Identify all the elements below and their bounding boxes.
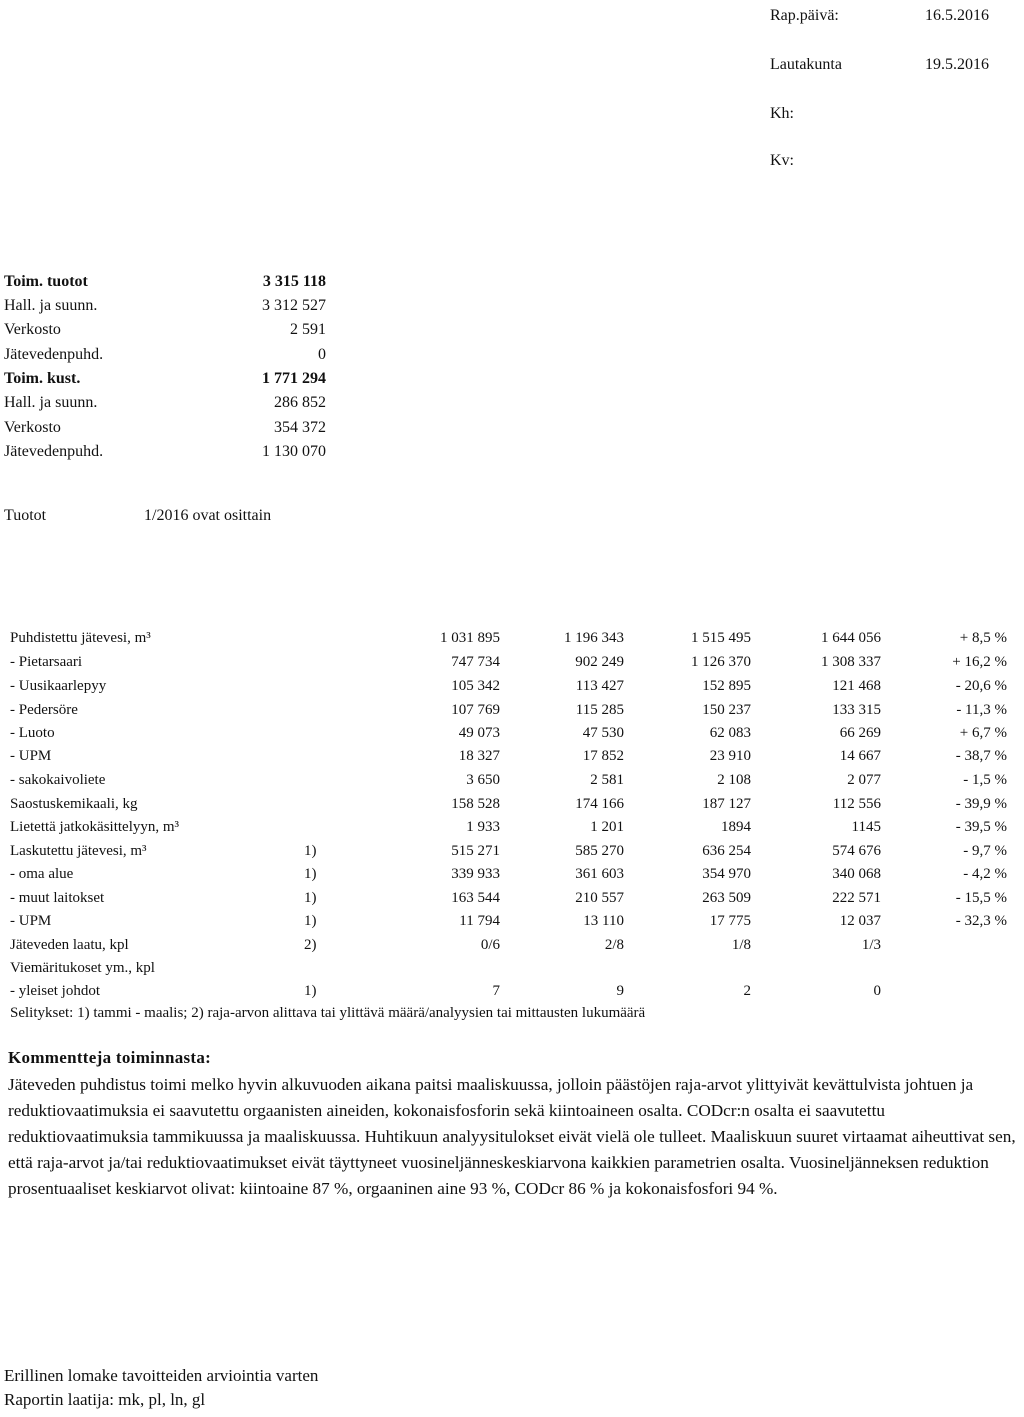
row-value-3: 150 237: [702, 702, 751, 718]
row-value-3: 2: [743, 983, 751, 999]
row-value-1: 107 769: [451, 702, 500, 718]
row-value-2: 47 530: [582, 725, 624, 741]
summary-value: 2 591: [290, 321, 326, 338]
row-value-3: 1 515 495: [691, 630, 751, 646]
row-label: - Uusikaarlepyy: [10, 678, 107, 694]
table-row: [0, 982, 1024, 1001]
row-value-2: 13 110: [583, 913, 624, 929]
row-value-2: 585 270: [575, 843, 624, 859]
row-note: 1): [304, 866, 317, 882]
row-value-2: 2/8: [604, 937, 624, 953]
summary-label: Hall. ja suunn.: [4, 297, 98, 314]
kv-label: Kv:: [770, 152, 794, 169]
row-value-1: 11 794: [459, 913, 500, 929]
summary-label-costs: Toim. kust.: [4, 370, 81, 387]
row-value-1: 49 073: [458, 725, 500, 741]
row-value-4: 1 644 056: [821, 630, 881, 646]
row-value-2: 2 581: [590, 772, 624, 788]
row-label: - UPM: [10, 748, 52, 764]
row-value-4: 14 667: [839, 748, 881, 764]
table-row: [0, 818, 1024, 837]
row-value-4: 340 068: [832, 866, 881, 882]
row-label: Puhdistettu jätevesi, m³: [10, 630, 151, 646]
row-value-2: 1 201: [590, 819, 624, 835]
table-row: [0, 936, 1024, 955]
row-label: - Luoto: [10, 725, 55, 741]
row-value-4: 133 315: [832, 702, 881, 718]
summary-value: 1 130 070: [262, 443, 326, 460]
tuotot-label: Tuotot: [4, 507, 47, 524]
summary-label-income: Toim. tuotot: [4, 273, 88, 290]
row-value-4: 0: [873, 983, 881, 999]
kh-label: Kh:: [770, 105, 794, 122]
row-value-3: 17 775: [709, 913, 751, 929]
row-change: - 39,9 %: [955, 796, 1007, 812]
row-label: - Pedersöre: [10, 702, 78, 718]
table-row: [0, 701, 1024, 720]
row-value-3: 1894: [721, 819, 751, 835]
summary-label: Verkosto: [4, 419, 61, 436]
row-value-2: 17 852: [582, 748, 624, 764]
row-value-3: 62 083: [709, 725, 751, 741]
row-value-2: 115 285: [575, 702, 624, 718]
row-value-1: 1 933: [466, 819, 500, 835]
row-value-4: 12 037: [839, 913, 881, 929]
row-value-4: 222 571: [832, 890, 881, 906]
row-value-3: 1/8: [731, 937, 751, 953]
row-value-4: 112 556: [832, 796, 881, 812]
row-value-3: 263 509: [702, 890, 751, 906]
row-label: Jäteveden laatu, kpl: [10, 937, 129, 953]
row-value-4: 2 077: [847, 772, 881, 788]
row-change: - 32,3 %: [955, 913, 1007, 929]
row-value-3: 354 970: [702, 866, 751, 882]
row-value-2: 113 427: [575, 678, 624, 694]
row-value-1: 163 544: [451, 890, 500, 906]
row-change: - 38,7 %: [955, 748, 1007, 764]
row-value-4: 1/3: [861, 937, 881, 953]
table-row: [0, 959, 1024, 978]
row-value-2: 9: [616, 983, 624, 999]
summary-value: 0: [318, 346, 326, 363]
row-value-1: 1 031 895: [440, 630, 500, 646]
row-value-2: 210 557: [575, 890, 624, 906]
row-value-3: 636 254: [702, 843, 751, 859]
row-value-1: 105 342: [451, 678, 500, 694]
table-explanation: Selitykset: 1) tammi - maalis; 2) raja-arvon alittava tai ylittävä määrä/analyysien tai mittausten lukumäärä: [10, 1005, 646, 1021]
row-note: 1): [304, 983, 317, 999]
row-value-4: 1145: [851, 819, 881, 835]
row-value-1: 3 650: [466, 772, 500, 788]
summary-value: 3 312 527: [262, 297, 326, 314]
row-label: Lietettä jatkokäsittelyyn, m³: [10, 819, 180, 835]
row-value-3: 1 126 370: [691, 654, 751, 670]
row-label: - Pietarsaari: [10, 654, 83, 670]
table-row: [0, 889, 1024, 908]
summary-label: Hall. ja suunn.: [4, 394, 98, 411]
row-value-2: 174 166: [575, 796, 624, 812]
row-label: - oma alue: [10, 866, 74, 882]
row-value-1: 18 327: [458, 748, 500, 764]
row-note: 1): [304, 890, 317, 906]
row-value-1: 158 528: [451, 796, 500, 812]
row-value-3: 152 895: [702, 678, 751, 694]
summary-label: Jätevedenpuhd.: [4, 443, 104, 460]
row-value-1: 515 271: [451, 843, 500, 859]
table-row: [0, 747, 1024, 766]
row-value-4: 574 676: [832, 843, 881, 859]
table-row: [0, 724, 1024, 743]
row-value-3: 187 127: [702, 796, 751, 812]
row-value-1: 7: [492, 983, 500, 999]
summary-label: Verkosto: [4, 321, 61, 338]
board-date-label: Lautakunta: [770, 56, 842, 73]
row-change: + 6,7 %: [959, 725, 1007, 741]
row-value-1: 747 734: [451, 654, 500, 670]
table-row: [0, 795, 1024, 814]
row-label: - UPM: [10, 913, 52, 929]
row-label: Laskutettu jätevesi, m³: [10, 843, 147, 859]
row-value-2: 1 196 343: [564, 630, 624, 646]
tuotot-text: 1/2016 ovat osittain: [144, 507, 272, 524]
comments-body: Jäteveden puhdistus toimi melko hyvin alkuvuoden aikana paitsi maaliskuussa, jolloin päästöjen raja-arvot ylittyivät kevättulvista johtuen ja reduktiovaatimuksia ei saavutettu orgaanisten aineiden, kokonaisfosforin sekä kiintoaineen osalta. CODcr:n osalta ei saavutettu reduktiovaatimuksia tammikuussa ja maaliskuussa. Huhtikuun analyysitulokset eivät vielä ole tulleet. Maaliskuun suuret virtaamat aiheuttivat sen, että raja-arvot ja/tai reduktiovaatimukset eivät täyttyneet vuosineljänneskeskiarvona kaikkien parametrien osalta. Vuosineljänneksen reduktion prosentuaaliset keskiarvot olivat: kiintoaine 87 %, orgaaninen aine 93 %, CODcr 86 % ja kokonaisfosfori 94 %.: [8, 1075, 1016, 1198]
row-change: - 20,6 %: [955, 678, 1007, 694]
table-row: [0, 677, 1024, 696]
row-note: 2): [304, 937, 317, 953]
row-label: - muut laitokset: [10, 890, 105, 906]
summary-value-costs: 1 771 294: [262, 370, 326, 387]
report-date-value: 16.5.2016: [925, 7, 989, 24]
row-value-4: 66 269: [839, 725, 881, 741]
board-date-value: 19.5.2016: [925, 56, 989, 73]
row-change: + 8,5 %: [959, 630, 1007, 646]
row-change: + 16,2 %: [952, 654, 1007, 670]
footer-line-1: Erillinen lomake tavoitteiden arviointia varten: [4, 1366, 319, 1385]
row-label: - yleiset johdot: [10, 983, 100, 999]
row-change: - 1,5 %: [963, 772, 1007, 788]
report-date-label: Rap.päivä:: [770, 7, 839, 24]
row-note: 1): [304, 913, 317, 929]
summary-value-income: 3 315 118: [262, 273, 326, 290]
table-row: [0, 629, 1024, 648]
row-label: - sakokaivoliete: [10, 772, 106, 788]
table-row: [0, 865, 1024, 884]
row-label: Saostuskemikaali, kg: [10, 796, 138, 812]
row-label: Viemäritukoset ym., kpl: [10, 960, 155, 976]
row-value-3: 23 910: [709, 748, 751, 764]
row-value-2: 902 249: [575, 654, 624, 670]
row-value-1: 339 933: [451, 866, 500, 882]
summary-value: 286 852: [274, 394, 326, 411]
table-row: [0, 771, 1024, 790]
row-value-4: 1 308 337: [821, 654, 881, 670]
row-change: - 9,7 %: [963, 843, 1007, 859]
row-change: - 11,3 %: [956, 702, 1007, 718]
summary-value: 354 372: [274, 419, 326, 436]
row-value-2: 361 603: [575, 866, 624, 882]
row-change: - 15,5 %: [955, 890, 1007, 906]
comments-title: Kommentteja toiminnasta:: [8, 1048, 212, 1067]
row-value-1: 0/6: [480, 937, 500, 953]
footer-line-2: Raportin laatija: mk, pl, ln, gl: [4, 1390, 206, 1409]
row-change: - 4,2 %: [963, 866, 1007, 882]
table-row: [0, 842, 1024, 861]
row-value-3: 2 108: [717, 772, 751, 788]
row-note: 1): [304, 843, 317, 859]
row-change: - 39,5 %: [955, 819, 1007, 835]
summary-label: Jätevedenpuhd.: [4, 346, 104, 363]
table-row: [0, 653, 1024, 672]
row-value-4: 121 468: [832, 678, 881, 694]
table-row: [0, 912, 1024, 931]
